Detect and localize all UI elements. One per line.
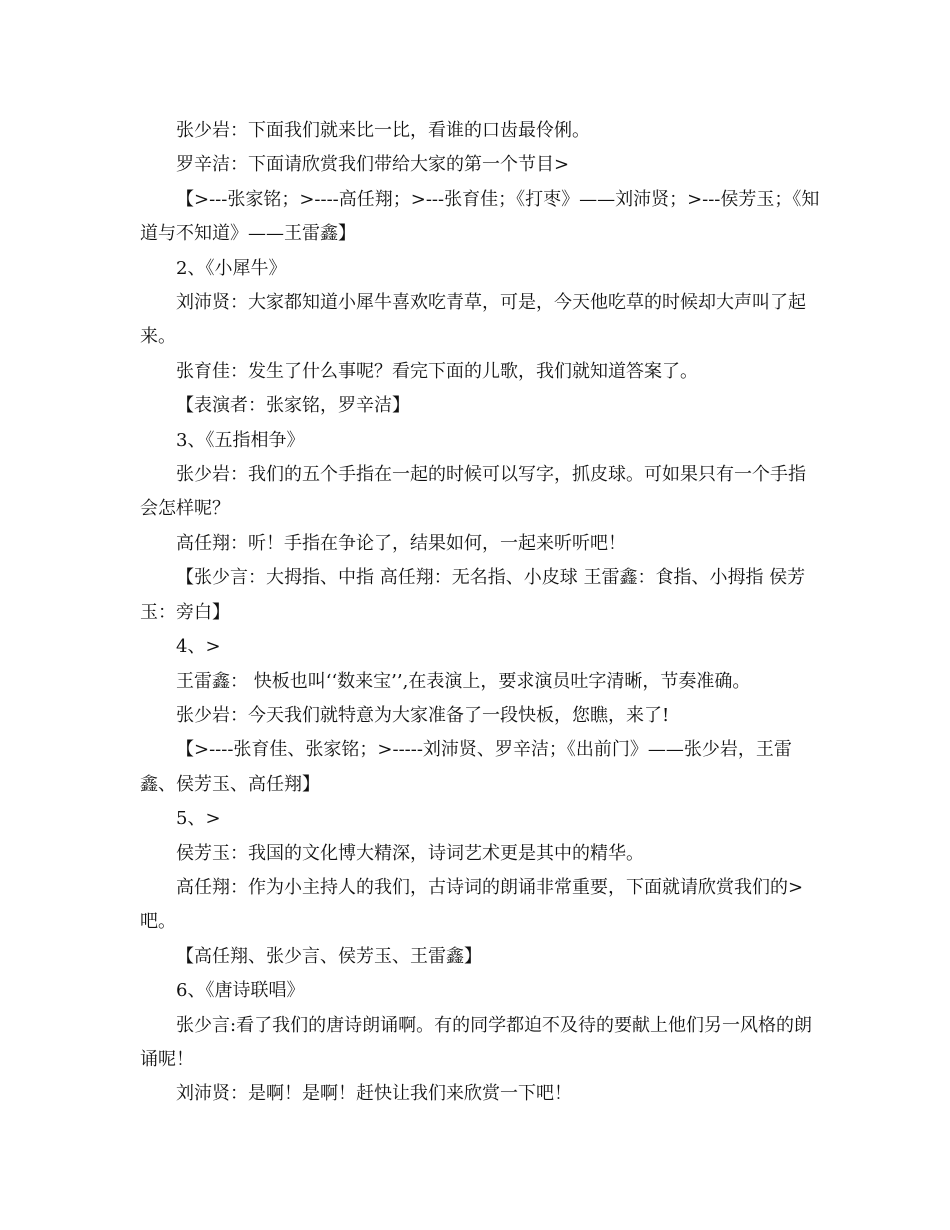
cast-list: 【张少言：大拇指、中指 高任翔：无名指、小皮球 王雷鑫：食指、小拇指 侯芳玉：旁白】 <box>140 567 806 623</box>
program-heading: 2、《小犀牛》 <box>176 257 287 279</box>
program-heading: 4、> <box>176 636 221 658</box>
dialogue-line: 张少言:看了我们的唐诗朗诵啊。有的同学都迫不及待的要献上他们另一风格的朗诵呢！ <box>140 1014 813 1070</box>
dialogue-line: 张少岩：今天我们就特意为大家准备了一段快板，您瞧，来了! <box>176 704 670 726</box>
cast-list: 【>----张育佳、张家铭；>-----刘沛贤、罗辛洁；《出前门》——张少岩，王雷鑫、侯芳玉、高任翔】 <box>140 739 792 795</box>
dialogue-line: 罗辛洁：下面请欣赏我们带给大家的第一个节目> <box>176 154 570 176</box>
cast-list: 【高任翔、张少言、侯芳玉、王雷鑫】 <box>176 945 482 967</box>
cast-list: 【表演者：张家铭，罗辛洁】 <box>176 395 410 417</box>
dialogue-line: 张少岩：我们的五个手指在一起的时候可以写字，抓皮球。可如果只有一个手指会怎样呢？ <box>140 464 806 520</box>
dialogue-line: 侯芳玉：我国的文化博大精深，诗词艺术更是其中的精华。 <box>176 842 644 864</box>
dialogue-line: 高任翔：听！手指在争论了，结果如何，一起来听听吧！ <box>176 532 626 554</box>
dialogue-line: 刘沛贤：是啊！是啊！赶快让我们来欣赏一下吧！ <box>176 1083 572 1105</box>
program-heading: 3、《五指相争》 <box>176 429 305 451</box>
dialogue-line: 王雷鑫： 快板也叫‘‘数来宝’’,在表演上，要求演员吐字清晰，节奏准确。 <box>176 670 751 692</box>
program-heading: 5、> <box>176 808 221 830</box>
cast-list: 【>---张家铭；>----高任翔；>---张育佳；《打枣》——刘沛贤；>---侯芳玉；《知道与不知道》——王雷鑫】 <box>140 188 820 245</box>
dialogue-line: 张育佳：发生了什么事呢？看完下面的儿歌，我们就知道答案了。 <box>176 360 698 382</box>
dialogue-line: 刘沛贤：大家都知道小犀牛喜欢吃青草，可是，今天他吃草的时候却大声叫了起来。 <box>140 292 806 348</box>
document-body <box>140 114 820 1112</box>
dialogue-line: 张少岩：下面我们就来比一比，看谁的口齿最伶俐。 <box>176 120 590 141</box>
program-heading: 6、《唐诗联唱》 <box>176 980 305 1002</box>
dialogue-line: 高任翔：作为小主持人的我们，古诗词的朗诵非常重要，下面就请欣赏我们的>吧。 <box>140 876 804 933</box>
